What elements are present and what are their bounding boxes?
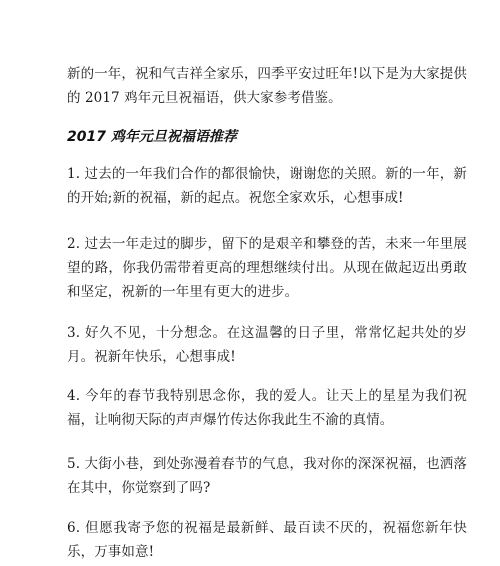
- intro-paragraph: 新的一年，祝和气吉祥全家乐，四季平安过旺年!以下是为大家提供的 2017 鸡年元旦祝福语，供大家参考借鉴。: [67, 66, 467, 106]
- greeting-item-5: 5. 大街小巷，到处弥漫着春节的气息，我对你的深深祝福，也洒落在其中，你觉察到了吗?: [67, 456, 467, 496]
- greeting-item-4: 4. 今年的春节我特别思念你，我的爱人。让天上的星星为我们祝福，让响彻天际的声声爆竹传达你我此生不渝的真情。: [67, 388, 467, 428]
- greeting-item-6: 6. 但愿我寄予您的祝福是最新鲜、最百读不厌的，祝福您新年快乐，万事如意!: [67, 520, 467, 560]
- greeting-item-1: 1. 过去的一年我们合作的都很愉快，谢谢您的关照。新的一年，新的开始;新的祝福，新的起点。祝您全家欢乐，心想事成!: [67, 166, 467, 206]
- section-heading: 2017 鸡年元旦祝福语推荐: [67, 129, 237, 145]
- greeting-item-3: 3. 好久不见，十分想念。在这温馨的日子里，常常忆起共处的岁月。祝新年快乐，心想事成!: [67, 325, 467, 365]
- greeting-item-2: 2. 过去一年走过的脚步，留下的是艰辛和攀登的苦，未来一年里展望的路，你我仍需带着更高的理想继续付出。从现在做起迈出勇敢和坚定，祝新的一年里有更大的进步。: [67, 236, 467, 300]
